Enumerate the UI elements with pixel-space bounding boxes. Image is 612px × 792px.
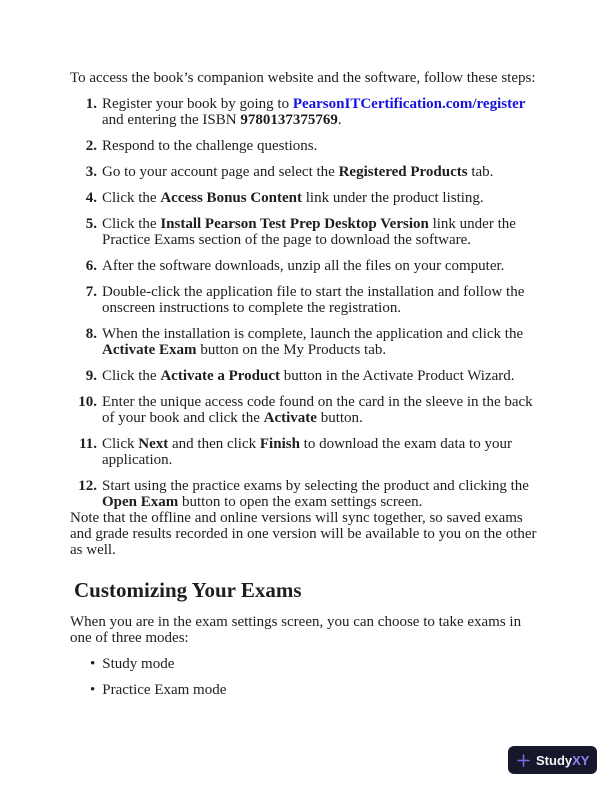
- text-run: Go to your account page and select the: [102, 164, 339, 180]
- text-run: Double-click the application file to start the installation and follow the: [102, 284, 525, 300]
- text-run: Install Pearson Test Prep Desktop Version: [160, 216, 429, 232]
- step-number: 4.: [85, 190, 97, 206]
- text-run: Start using the practice exams by selecting the product and clicking the: [102, 478, 529, 494]
- text-run: After the software downloads, unzip all the files on your computer.: [102, 258, 505, 274]
- text-run: .: [337, 112, 342, 128]
- text-run: Open Exam: [102, 494, 179, 510]
- step-item: [70, 326, 548, 358]
- text-run: Activate: [263, 410, 317, 426]
- mode-label: Practice Exam mode: [102, 682, 227, 698]
- text-run: To access the book’s companion website and the software, follow these steps:: [70, 70, 536, 86]
- list-item: [70, 682, 548, 698]
- text-run: onscreen instructions to complete the registration.: [102, 300, 402, 316]
- step-number: 7.: [85, 284, 97, 300]
- step-item: [70, 164, 548, 180]
- text-run: button on the My Products tab.: [196, 342, 387, 358]
- step-number: 10.: [78, 394, 97, 410]
- step-number: 2.: [85, 138, 97, 154]
- text-run: Next: [138, 436, 169, 452]
- text-run: application.: [102, 452, 173, 468]
- page-content: [70, 70, 548, 698]
- step-number: 5.: [85, 216, 97, 232]
- text-run: button.: [316, 410, 363, 426]
- text-run: to download the exam data to your: [299, 436, 512, 452]
- text-run: Click the: [102, 216, 161, 232]
- steps-list: [70, 96, 548, 510]
- text-run: link under the product listing.: [302, 190, 484, 206]
- step-item: [70, 436, 548, 468]
- step-item: [70, 216, 548, 248]
- step-item: [70, 258, 548, 274]
- step-item: [70, 96, 548, 128]
- step-text: [102, 216, 516, 248]
- text-run: When you are in the exam settings screen, you can choose to take exams in: [70, 614, 522, 630]
- intro-paragraph: [70, 70, 548, 86]
- bullet-icon: •: [90, 682, 96, 698]
- text-run: button to open the exam settings screen.: [178, 494, 423, 510]
- text-run: 9780137375769: [240, 112, 338, 128]
- text-run: link under the: [428, 216, 516, 232]
- bullet-icon: •: [90, 656, 96, 672]
- step-text: [102, 394, 533, 426]
- plus-icon: [516, 753, 531, 768]
- text-run: Registered Products: [338, 164, 468, 180]
- text-run: one of three modes:: [70, 630, 189, 646]
- text-run: of your book and click the: [102, 410, 264, 426]
- text-run: and then click: [168, 436, 260, 452]
- register-link[interactable]: PearsonITCertification.com/register: [292, 96, 526, 112]
- step-number: 9.: [85, 368, 97, 384]
- text-run: Respond to the challenge questions.: [102, 138, 318, 154]
- step-item: [70, 478, 548, 510]
- step-item: [70, 394, 548, 426]
- studyxy-badge: [508, 746, 597, 774]
- step-item: [70, 284, 548, 316]
- step-number: 6.: [85, 258, 97, 274]
- text-run: as well.: [70, 542, 116, 558]
- badge-xy-label: XY: [572, 752, 590, 768]
- text-run: Practice Exams section of the page to download the software.: [102, 232, 472, 248]
- text-run: Enter the unique access code found on the card in the sleeve in the back: [102, 394, 533, 410]
- text-run: Click the: [102, 190, 161, 206]
- text-run: and entering the ISBN: [102, 112, 241, 128]
- text-run: Click: [102, 436, 139, 452]
- text-run: button in the Activate Product Wizard.: [280, 368, 515, 384]
- step-text: [102, 368, 515, 384]
- step-text: [102, 258, 504, 274]
- text-run: Finish: [259, 436, 300, 452]
- text-run: and grade results recorded in one version will be available to you on the other: [70, 526, 537, 542]
- step-text: [102, 326, 523, 358]
- step-text: [102, 284, 524, 316]
- step-text: [102, 164, 493, 180]
- step-text: [102, 190, 484, 206]
- badge-study-label: Study: [536, 752, 573, 768]
- text-run: When the installation is complete, launch the application and click the: [102, 326, 524, 342]
- text-run: Activate Exam: [102, 342, 197, 358]
- section-heading: Customizing Your Exams: [74, 578, 302, 602]
- modes-intro-paragraph: [70, 614, 548, 646]
- text-run: Register your book by going to: [102, 96, 293, 112]
- text-run: Access Bonus Content: [160, 190, 303, 206]
- list-item: [70, 656, 548, 672]
- text-run: Note that the offline and online versions will sync together, so saved exams: [70, 510, 523, 526]
- step-text: [102, 478, 529, 510]
- step-number: 3.: [85, 164, 97, 180]
- note-paragraph: [70, 510, 548, 558]
- step-number: 12.: [78, 478, 97, 494]
- modes-list: [70, 656, 548, 698]
- step-item: [70, 368, 548, 384]
- step-text: [102, 138, 317, 154]
- step-number: 1.: [85, 96, 97, 112]
- step-text: [102, 96, 525, 128]
- mode-label: Study mode: [102, 656, 175, 672]
- step-item: [70, 190, 548, 206]
- text-run: tab.: [467, 164, 494, 180]
- step-number: 8.: [85, 326, 97, 342]
- text-run: Click the: [102, 368, 161, 384]
- step-text: [102, 436, 512, 468]
- step-number: 11.: [79, 436, 97, 452]
- text-run: Activate a Product: [160, 368, 281, 384]
- step-item: [70, 138, 548, 154]
